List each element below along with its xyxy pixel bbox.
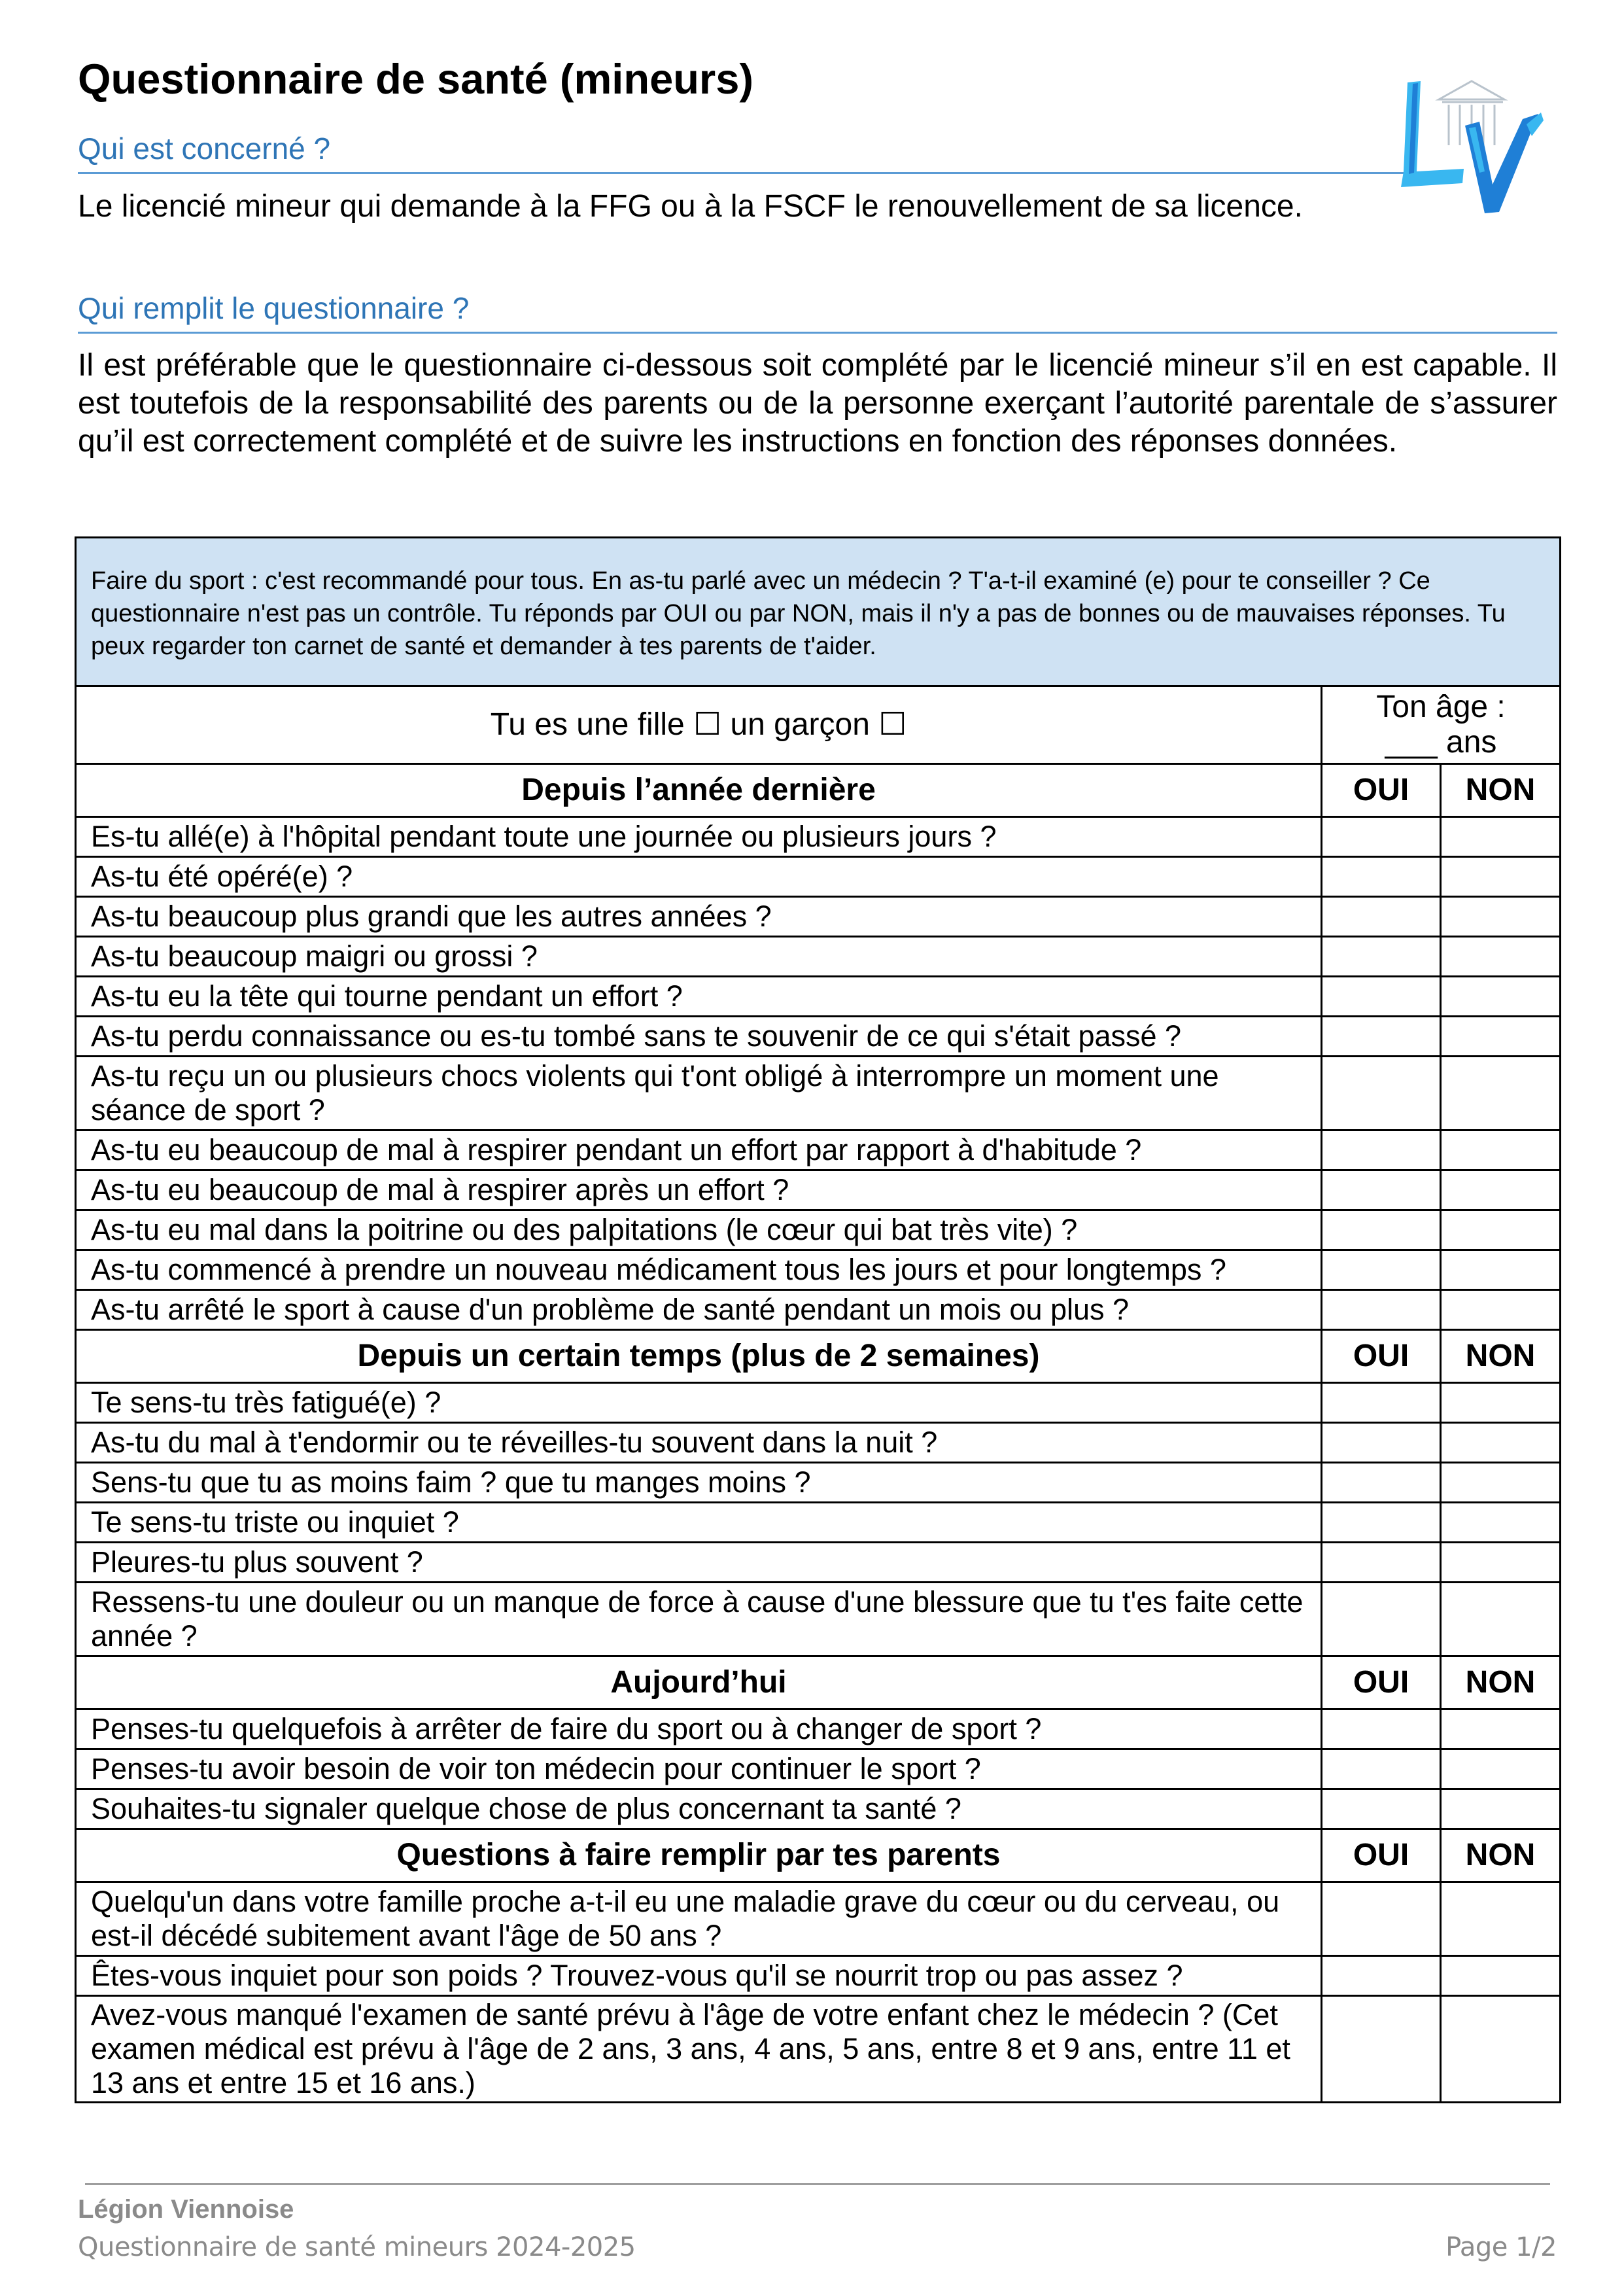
- footer-organization: Légion Viennoise: [78, 2195, 294, 2224]
- section-row: [76, 1330, 1561, 1383]
- question-text: Êtes-vous inquiet pour son poids ? Trouvez-vous qu'il se nourrit trop ou pas assez ?: [76, 1956, 1322, 1996]
- footer-divider: [85, 2183, 1550, 2185]
- yes-answer-cell[interactable]: [1322, 1130, 1441, 1170]
- no-answer-cell[interactable]: [1441, 1057, 1561, 1130]
- age-suffix: ___ ans: [1385, 725, 1497, 760]
- yes-answer-cell[interactable]: [1322, 1057, 1441, 1130]
- no-answer-cell[interactable]: [1441, 1383, 1561, 1423]
- question-text: As-tu reçu un ou plusieurs chocs violents qui t'ont obligé à interrompre un moment une séance de sport ?: [76, 1057, 1322, 1130]
- section-row: [76, 1656, 1561, 1709]
- yes-answer-cell[interactable]: [1322, 1882, 1441, 1956]
- question-text: As-tu perdu connaissance ou es-tu tombé sans te souvenir de ce qui s'était passé ?: [76, 1017, 1322, 1057]
- yes-answer-cell[interactable]: [1322, 1996, 1441, 2103]
- section-row: [76, 1829, 1561, 1882]
- yes-answer-cell[interactable]: [1322, 1583, 1441, 1656]
- question-text: Avez-vous manqué l'examen de santé prévu à l'âge de votre enfant chez le médecin ? (Cet examen médical est prévu à l'âge de 2 ans, 3 ans, 4 ans, 5 ans, entre 8 et 9 ans, entre 11 et 13 ans et entre 15 et 16 ans.): [76, 1996, 1322, 2103]
- question-text: Es-tu allé(e) à l'hôpital pendant toute une journée ou plusieurs jours ?: [76, 817, 1322, 857]
- question-row: [76, 897, 1561, 937]
- no-answer-cell[interactable]: [1441, 1789, 1561, 1829]
- question-row: [76, 1996, 1561, 2103]
- question-row: [76, 1956, 1561, 1996]
- no-answer-cell[interactable]: [1441, 1882, 1561, 1956]
- question-text: Penses-tu avoir besoin de voir ton médecin pour continuer le sport ?: [76, 1749, 1322, 1789]
- yes-answer-cell[interactable]: [1322, 1463, 1441, 1503]
- question-text: As-tu beaucoup plus grandi que les autres années ?: [76, 897, 1322, 937]
- no-answer-cell[interactable]: [1441, 1170, 1561, 1210]
- no-answer-cell[interactable]: [1441, 1290, 1561, 1330]
- legion-viennoise-logo: [1387, 73, 1557, 217]
- yes-column-header: OUI: [1322, 1656, 1441, 1709]
- question-text: As-tu eu la tête qui tourne pendant un effort ?: [76, 977, 1322, 1017]
- no-answer-cell[interactable]: [1441, 1250, 1561, 1290]
- question-row: [76, 1130, 1561, 1170]
- no-answer-cell[interactable]: [1441, 857, 1561, 897]
- question-row: [76, 977, 1561, 1017]
- no-answer-cell[interactable]: [1441, 1463, 1561, 1503]
- question-text: As-tu arrêté le sport à cause d'un problème de santé pendant un mois ou plus ?: [76, 1290, 1322, 1330]
- question-text: Te sens-tu triste ou inquiet ?: [76, 1503, 1322, 1543]
- question-row: [76, 1290, 1561, 1330]
- question-text: As-tu commencé à prendre un nouveau médicament tous les jours et pour longtemps ?: [76, 1250, 1322, 1290]
- age-field[interactable]: [1322, 686, 1561, 764]
- no-answer-cell[interactable]: [1441, 897, 1561, 937]
- footer-document-title: Questionnaire de santé mineurs 2024-2025: [78, 2232, 636, 2262]
- question-row: [76, 1463, 1561, 1503]
- question-text: As-tu du mal à t'endormir ou te réveilles-tu souvent dans la nuit ?: [76, 1423, 1322, 1463]
- no-answer-cell[interactable]: [1441, 1210, 1561, 1250]
- age-label: Ton âge :: [1376, 690, 1506, 724]
- question-row: [76, 1789, 1561, 1829]
- yes-answer-cell[interactable]: [1322, 1709, 1441, 1749]
- no-answer-cell[interactable]: [1441, 1583, 1561, 1656]
- no-answer-cell[interactable]: [1441, 1709, 1561, 1749]
- yes-answer-cell[interactable]: [1322, 1383, 1441, 1423]
- no-answer-cell[interactable]: [1441, 817, 1561, 857]
- section-row: [76, 764, 1561, 817]
- yes-answer-cell[interactable]: [1322, 1423, 1441, 1463]
- no-column-header: NON: [1441, 764, 1561, 817]
- question-row: [76, 1017, 1561, 1057]
- no-answer-cell[interactable]: [1441, 977, 1561, 1017]
- yes-answer-cell[interactable]: [1322, 977, 1441, 1017]
- yes-column-header: OUI: [1322, 1330, 1441, 1383]
- question-row: [76, 1210, 1561, 1250]
- section-title: Depuis l’année dernière: [76, 764, 1322, 817]
- identity-row: [76, 686, 1561, 764]
- yes-answer-cell[interactable]: [1322, 1503, 1441, 1543]
- question-text: As-tu beaucoup maigri ou grossi ?: [76, 937, 1322, 977]
- question-text: Sens-tu que tu as moins faim ? que tu manges moins ?: [76, 1463, 1322, 1503]
- filler-text: Il est préférable que le questionnaire ci-dessous soit complété par le licencié mineur s’il en est capable. Il est toutefois de la responsabilité des parents ou de la personne exerçant l’autorité parentale de s’assurer qu’il est correctement complété et de suivre les instructions en fonction des réponses données.: [78, 348, 1557, 459]
- yes-answer-cell[interactable]: [1322, 1210, 1441, 1250]
- no-column-header: NON: [1441, 1656, 1561, 1709]
- concerned-text: Le licencié mineur qui demande à la FFG ou à la FSCF le renouvellement de sa licence.: [78, 189, 1303, 224]
- section-heading-concerned: Qui est concerné ?: [78, 131, 1406, 174]
- yes-column-header: OUI: [1322, 764, 1441, 817]
- yes-answer-cell[interactable]: [1322, 1749, 1441, 1789]
- intro-row: [76, 538, 1561, 686]
- question-row: [76, 1423, 1561, 1463]
- question-text: Pleures-tu plus souvent ?: [76, 1543, 1322, 1583]
- yes-answer-cell[interactable]: [1322, 1250, 1441, 1290]
- gender-question[interactable]: Tu es une fille ☐ un garçon ☐: [76, 686, 1322, 764]
- yes-answer-cell[interactable]: [1322, 1170, 1441, 1210]
- section-title: Aujourd’hui: [76, 1656, 1322, 1709]
- yes-answer-cell[interactable]: [1322, 1290, 1441, 1330]
- yes-column-header: OUI: [1322, 1829, 1441, 1882]
- question-text: Te sens-tu très fatigué(e) ?: [76, 1383, 1322, 1423]
- page-title: Questionnaire de santé (mineurs): [78, 55, 754, 103]
- yes-answer-cell[interactable]: [1322, 1543, 1441, 1583]
- question-text: Quelqu'un dans votre famille proche a-t-il eu une maladie grave du cœur ou du cerveau, ou est-il décédé subitement avant l'âge de 50 ans ?: [76, 1882, 1322, 1956]
- question-text: As-tu eu beaucoup de mal à respirer après un effort ?: [76, 1170, 1322, 1210]
- yes-answer-cell[interactable]: [1322, 937, 1441, 977]
- no-answer-cell[interactable]: [1441, 1017, 1561, 1057]
- question-row: [76, 1250, 1561, 1290]
- no-column-header: NON: [1441, 1330, 1561, 1383]
- no-answer-cell[interactable]: [1441, 1956, 1561, 1996]
- question-row: [76, 1170, 1561, 1210]
- question-row: [76, 1057, 1561, 1130]
- question-text: Ressens-tu une douleur ou un manque de force à cause d'une blessure que tu t'es faite cette année ?: [76, 1583, 1322, 1656]
- no-answer-cell[interactable]: [1441, 1423, 1561, 1463]
- yes-answer-cell[interactable]: [1322, 857, 1441, 897]
- footer-page-number: Page 1/2: [1445, 2232, 1557, 2262]
- yes-answer-cell[interactable]: [1322, 1956, 1441, 1996]
- section-heading-filler: Qui remplit le questionnaire ?: [78, 290, 1557, 334]
- yes-answer-cell[interactable]: [1322, 817, 1441, 857]
- no-answer-cell[interactable]: [1441, 1749, 1561, 1789]
- question-row: [76, 1503, 1561, 1543]
- question-text: As-tu eu mal dans la poitrine ou des palpitations (le cœur qui bat très vite) ?: [76, 1210, 1322, 1250]
- section-title: Depuis un certain temps (plus de 2 semaines): [76, 1330, 1322, 1383]
- question-row: [76, 1709, 1561, 1749]
- question-text: Souhaites-tu signaler quelque chose de plus concernant ta santé ?: [76, 1789, 1322, 1829]
- health-questionnaire-table: [75, 536, 1561, 2103]
- question-row: [76, 1543, 1561, 1583]
- question-row: [76, 937, 1561, 977]
- section-title: Questions à faire remplir par tes parents: [76, 1829, 1322, 1882]
- yes-answer-cell[interactable]: [1322, 1789, 1441, 1829]
- no-answer-cell[interactable]: [1441, 1130, 1561, 1170]
- yes-answer-cell[interactable]: [1322, 1017, 1441, 1057]
- no-column-header: NON: [1441, 1829, 1561, 1882]
- question-row: [76, 1882, 1561, 1956]
- question-row: [76, 1383, 1561, 1423]
- question-row: [76, 1749, 1561, 1789]
- yes-answer-cell[interactable]: [1322, 897, 1441, 937]
- question-text: As-tu été opéré(e) ?: [76, 857, 1322, 897]
- question-text: As-tu eu beaucoup de mal à respirer pendant un effort par rapport à d'habitude ?: [76, 1130, 1322, 1170]
- no-answer-cell[interactable]: [1441, 937, 1561, 977]
- question-row: [76, 817, 1561, 857]
- question-row: [76, 1583, 1561, 1656]
- no-answer-cell[interactable]: [1441, 1996, 1561, 2103]
- question-text: Penses-tu quelquefois à arrêter de faire du sport ou à changer de sport ?: [76, 1709, 1322, 1749]
- no-answer-cell[interactable]: [1441, 1503, 1561, 1543]
- intro-text: Faire du sport : c'est recommandé pour tous. En as-tu parlé avec un médecin ? T'a-t-il examiné (e) pour te conseiller ? Ce questionnaire n'est pas un contrôle. Tu réponds par OUI ou par NON, mais il n'y a pas de bonnes ou de mauvaises réponses. Tu peux regarder ton carnet de santé et demander à tes parents de t'aider.: [76, 538, 1561, 686]
- no-answer-cell[interactable]: [1441, 1543, 1561, 1583]
- question-row: [76, 857, 1561, 897]
